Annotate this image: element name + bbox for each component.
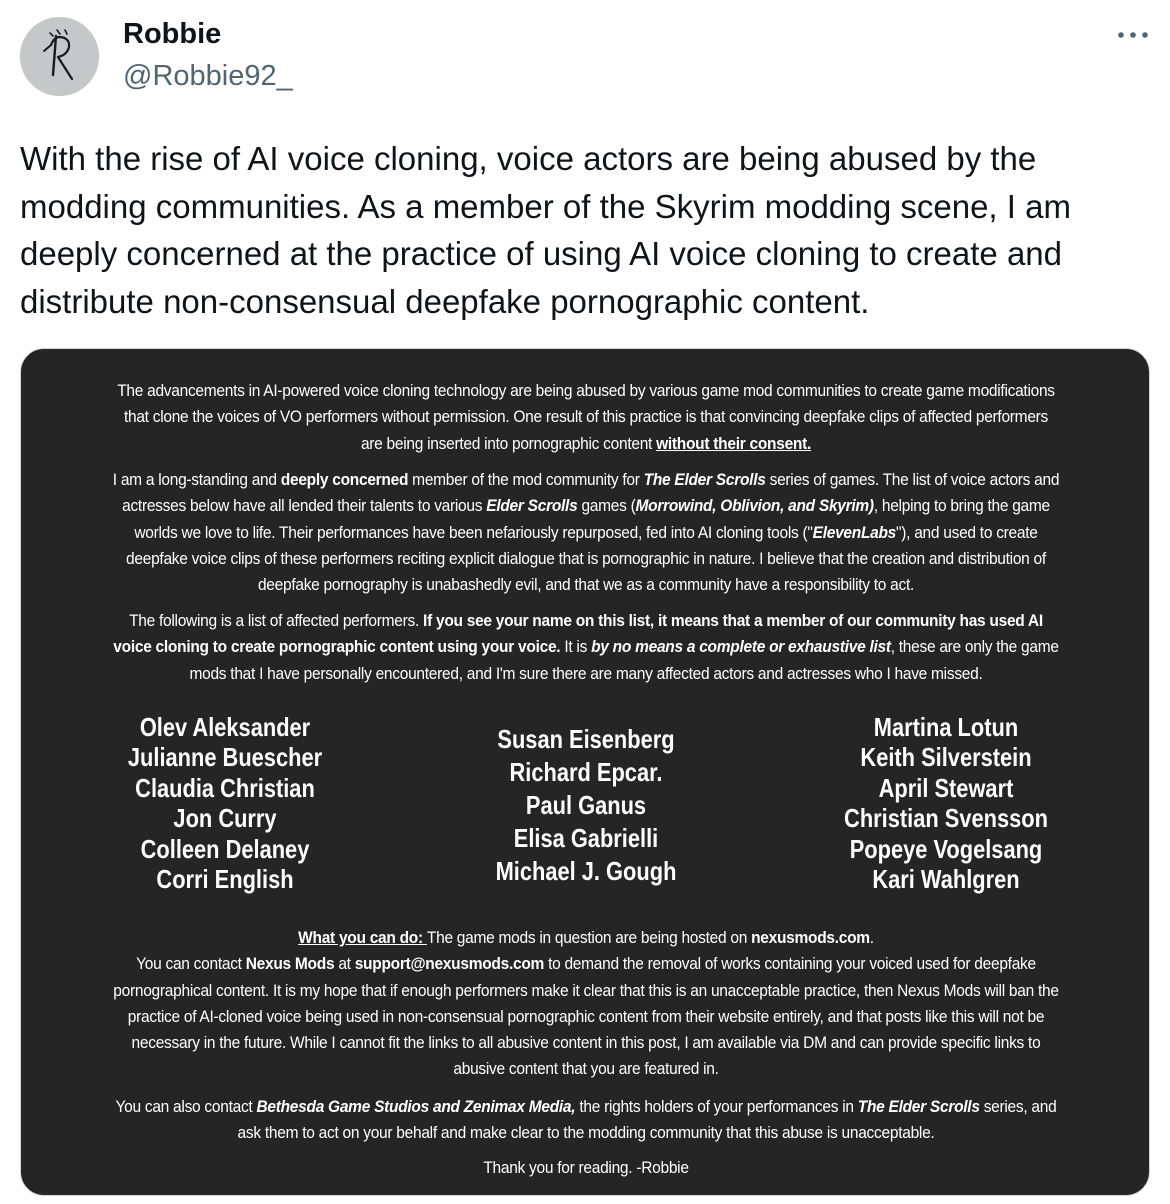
performer-name: Colleen Delaney [140, 833, 310, 864]
performer-name: Susan Eisenberg [497, 724, 675, 754]
more-horizontal-icon [1112, 16, 1154, 56]
performer-name: Michael J. Gough [495, 856, 677, 886]
avatar[interactable] [20, 17, 99, 96]
author-name[interactable]: Robbie [123, 18, 222, 50]
performer-name: Richard Epcar. [509, 757, 663, 787]
performer-name: Christian Svensson [844, 803, 1048, 834]
performer-name: Popeye Vogelsang [849, 833, 1043, 864]
performer-name: April Stewart [878, 772, 1014, 803]
author-handle[interactable]: @Robbie92_ [123, 60, 293, 92]
image-paragraph-intro: The advancements in AI-powered voice cloning technology are being abused by various game mod communities to create game modifications that clone the voices of VO performers without permission. One result of this practice is that convincing deepfake clips of affected performers are being inserted into pornographic content without their consent. [117, 382, 1055, 453]
performer-column-left [74, 712, 376, 894]
image-paragraph-bethesda: You can also contact Bethesda Game Studios and Zenimax Media, the rights holders of your performances in The Elder Scrolls series, and ask them to act on your behalf and make clear to the modding community that this abuse is unacceptable. [115, 1098, 1057, 1143]
performer-name: Martina Lotun [873, 712, 1019, 742]
tweet-text: With the rise of AI voice cloning, voice actors are being abused by the modding communities. As a member of the Skyrim modding scene, I am deeply concerned at the practice of using AI voice cloning to create and distribute non-consensual deepfake pornographic content. [20, 140, 1071, 320]
performer-name: Olev Aleksander [139, 712, 311, 742]
performer-name: Kari Wahlgren [872, 864, 1020, 895]
more-options-button[interactable] [1112, 16, 1154, 56]
performer-column-middle [435, 723, 737, 888]
tweet-image[interactable] [20, 348, 1150, 1196]
performer-name: Corri English [156, 864, 294, 895]
performer-name: Keith Silverstein [860, 742, 1032, 773]
image-paragraph-what-you-can-do: What you can do: The game mods in question are being hosted on nexusmods.com. You can contact Nexus Mods at support@nexusmods.com to demand the removal of works containing your voiced used for deepfake pornographical content. It is my hope that if enough performers make it clear that this is an unacceptable practice, then Nexus Mods will ban the practice of AI-cloned voice being used in non-consensual pornographic content from their website entirely, and that posts like this will not be necessary in the future. While I cannot fit the links to all abusive content in this post, I am available via DM and can provide specific links to abusive content that you are featured in. [113, 929, 1059, 1079]
performer-name: Julianne Buescher [127, 742, 323, 773]
image-paragraph-signoff: Thank you for reading. -Robbie [483, 1159, 689, 1177]
performer-name: Jon Curry [173, 803, 277, 834]
performer-name: Elisa Gabrielli [513, 823, 659, 853]
performer-name: Claudia Christian [135, 772, 315, 803]
performer-column-right [795, 712, 1097, 894]
image-paragraph-list-intro: The following is a list of affected performers. If you see your name on this list, it means that a member of our community has used AI voice cloning to create pornographic content using your voice. It is by no means a complete or exhaustive list, these are only the game mods that I have personally encountered, and I'm sure there are many affected actors and actresses who I have missed. [113, 612, 1059, 683]
image-paragraph-concern: I am a long-standing and deeply concerned member of the mod community for The Elder Scrolls series of games. The list of voice actors and actresses below have all lended their talents to various Elder Scrolls games (Morrowind, Oblivion, and Skyrim), helping to bring the game worlds we love to life. Their performances have been nefariously repurposed, fed into AI cloning tools ("ElevenLabs"), and used to create deepfake voice clips of these performers reciting explicit dialogue that is pornographic in nature. I believe that the creation and distribution of deepfake pornography is unabashedly evil, and that we as a community have a responsibility to act. [112, 471, 1060, 595]
letter-r-sketch-avatar-icon [20, 17, 99, 96]
performer-name: Paul Ganus [525, 790, 647, 820]
